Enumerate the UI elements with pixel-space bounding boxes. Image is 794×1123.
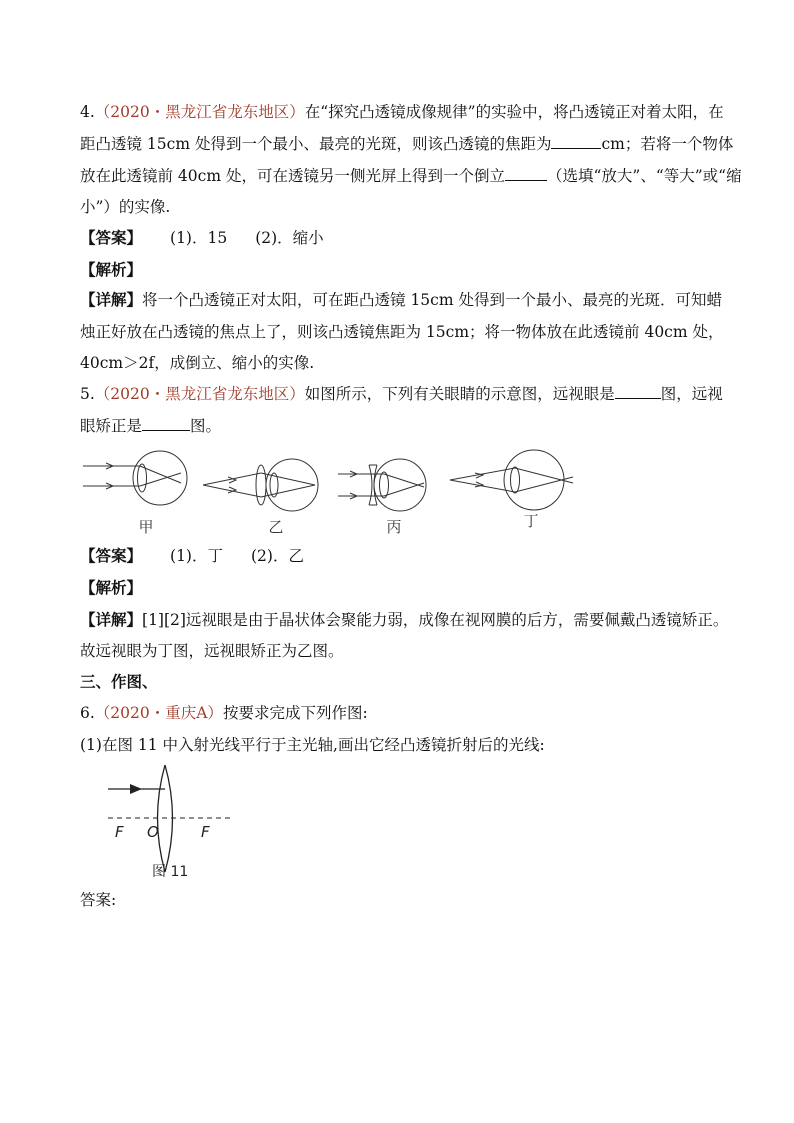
q5-text-1b: 图，远视 bbox=[660, 385, 723, 403]
q5-number: 5. bbox=[80, 385, 95, 403]
q5-detail-line-1 bbox=[80, 610, 728, 630]
q4-text-3a: 放在此透镜前 40cm 处，可在透镜另一侧光屏上得到一个倒立 bbox=[80, 167, 505, 185]
q5-answer-1: (1)．丁 bbox=[170, 547, 223, 565]
q4-analysis bbox=[80, 260, 142, 280]
q6-text-1: 按要求完成下列作图: bbox=[222, 704, 368, 722]
figure-11-convex-lens bbox=[100, 760, 290, 880]
q4-detail-2: 烛正好放在凸透镜的焦点上了，则该凸透镜焦距为 15cm；将一物体放在此透镜前 40cm 处， bbox=[80, 323, 724, 341]
q6-text-2: (1)在图 11 中入射光线平行于主光轴,画出它经凸透镜折射后的光线: bbox=[80, 736, 545, 754]
focus-left-label: F bbox=[115, 823, 124, 841]
label-bing: 丙 bbox=[386, 518, 402, 536]
q5-detail-1: [1][2]远视眼是由于晶状体会聚能力弱，成像在视网膜的后方，需要佩戴凸透镜矫正。 bbox=[142, 611, 729, 629]
q4-text-3b: （选填“放大”、“等大”或“缩 bbox=[546, 167, 742, 185]
q4-analysis-tag: 【解析】 bbox=[80, 261, 143, 279]
q4-answer bbox=[80, 228, 324, 248]
q4-text-2a: 距凸透镜 15cm 处得到一个最小、最亮的光斑，则该凸透镜的焦距为 bbox=[80, 135, 552, 153]
figure-11-caption: 图 11 bbox=[152, 864, 189, 880]
label-yi: 乙 bbox=[268, 518, 284, 536]
q5-line-1 bbox=[80, 384, 723, 404]
q4-detail-line-3 bbox=[80, 353, 314, 373]
q6-source: （2020・重庆A） bbox=[94, 704, 223, 722]
q5-detail-2: 故远视眼为丁图，远视眼矫正为乙图。 bbox=[80, 642, 344, 660]
q5-answer-2: (2)．乙 bbox=[250, 547, 304, 565]
q4-detail-3: 40cm＞2f，成倒立、缩小的实像. bbox=[80, 354, 315, 372]
q4-line-3 bbox=[80, 166, 742, 186]
eye-diagram-bing bbox=[338, 459, 426, 511]
eye-diagram-jia bbox=[83, 451, 187, 505]
focus-right-label: F bbox=[201, 823, 210, 841]
q4-detail-1: 将一个凸透镜正对太阳，可在距凸透镜 15cm 处得到一个最小、最亮的光斑．可知蜡 bbox=[142, 291, 722, 309]
q4-answer-1: (1)．15 bbox=[170, 229, 228, 247]
q6-answer-label: 答案: bbox=[80, 891, 117, 909]
q4-text-2b: cm；若将一个物体 bbox=[601, 135, 734, 153]
q6-number: 6. bbox=[80, 704, 95, 722]
q5-source: （2020・黑龙江省龙东地区） bbox=[94, 385, 305, 403]
q4-blank-2[interactable] bbox=[505, 166, 547, 181]
q5-text-2a: 眼矫正是 bbox=[80, 417, 143, 435]
q6-line-1 bbox=[80, 703, 368, 723]
q5-analysis-tag: 【解析】 bbox=[80, 579, 143, 597]
q4-text-1: 在“探究凸透镜成像规律”的实验中，将凸透镜正对着太阳，在 bbox=[304, 103, 724, 121]
eye-diagrams-figure bbox=[78, 440, 578, 545]
incident-ray-arrow bbox=[130, 784, 142, 794]
eye-diagram-ding bbox=[450, 450, 573, 510]
label-jia: 甲 bbox=[138, 518, 154, 536]
q4-detail-line-1 bbox=[80, 290, 722, 310]
q4-text-4: 小”）的实像. bbox=[80, 198, 171, 216]
q4-line-1 bbox=[80, 102, 724, 122]
q5-analysis bbox=[80, 578, 142, 598]
q6-line-2 bbox=[80, 735, 545, 755]
q5-answer bbox=[80, 546, 304, 566]
q5-text-1a: 如图所示，下列有关眼睛的示意图，远视眼是 bbox=[304, 385, 615, 403]
q4-blank-1[interactable] bbox=[551, 134, 601, 149]
q5-detail-line-2 bbox=[80, 641, 344, 661]
q4-line-4 bbox=[80, 197, 170, 217]
eye-diagram-yi bbox=[203, 459, 318, 511]
q5-line-2 bbox=[80, 416, 221, 436]
q4-detail-line-2 bbox=[80, 322, 724, 342]
section-3-title: 三、作图、 bbox=[80, 673, 158, 691]
q5-text-2b: 图。 bbox=[190, 417, 222, 435]
optical-center-label: O bbox=[147, 823, 159, 841]
q4-answer-tag: 【答案】 bbox=[80, 229, 143, 247]
q4-line-2 bbox=[80, 134, 733, 154]
q4-detail-tag: 【详解】 bbox=[80, 291, 143, 309]
q5-blank-1[interactable] bbox=[615, 384, 661, 399]
q5-answer-tag: 【答案】 bbox=[80, 547, 143, 565]
q4-number: 4. bbox=[80, 103, 95, 121]
label-ding: 丁 bbox=[523, 512, 539, 530]
q5-blank-2[interactable] bbox=[142, 416, 190, 431]
q4-answer-2: (2)．缩小 bbox=[255, 229, 324, 247]
q5-detail-tag: 【详解】 bbox=[80, 611, 143, 629]
q4-source: （2020・黑龙江省龙东地区） bbox=[94, 103, 305, 121]
